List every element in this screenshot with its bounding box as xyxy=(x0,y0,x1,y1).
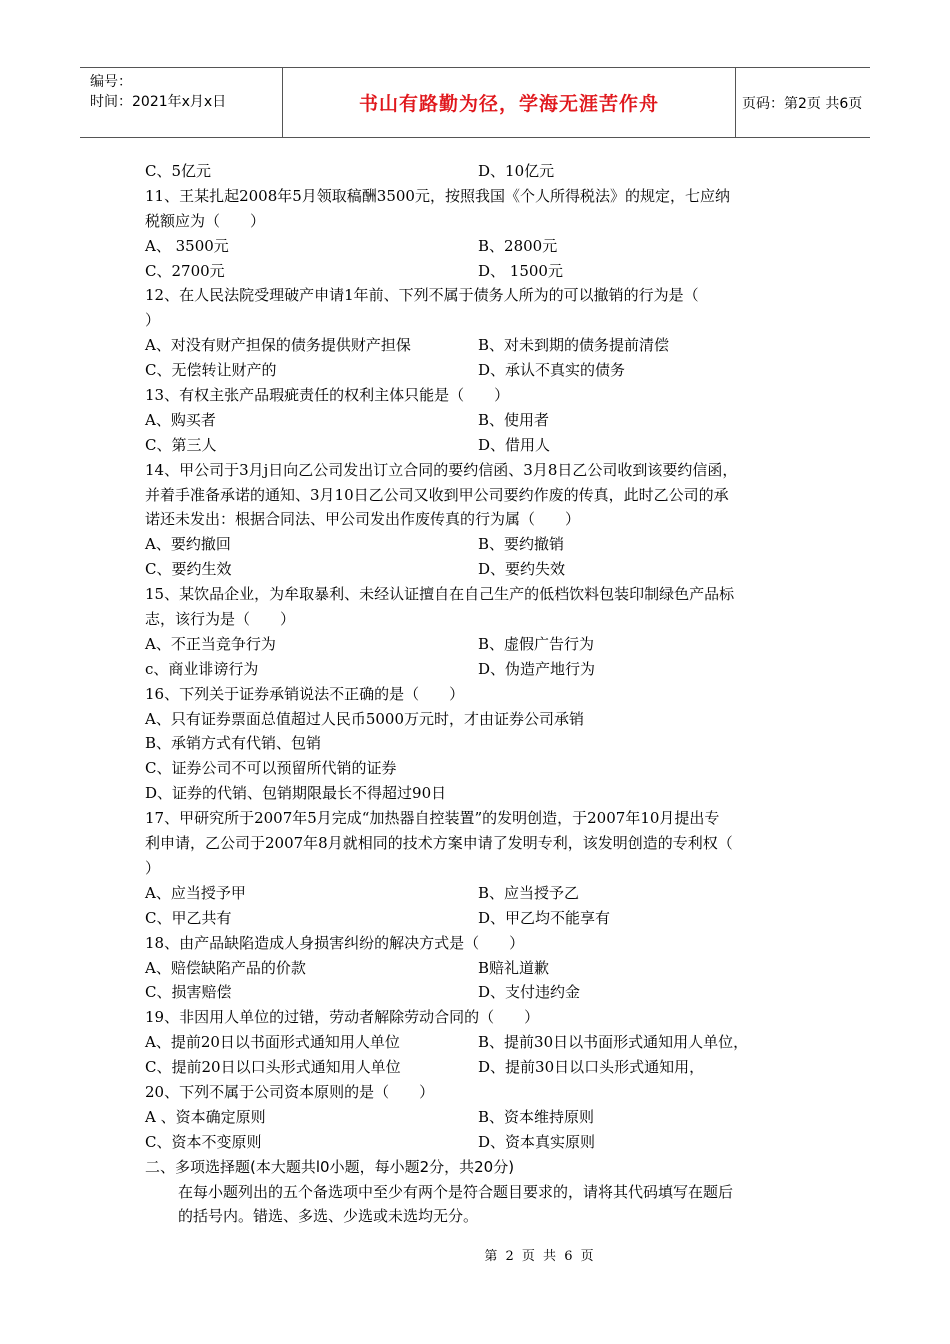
text-line xyxy=(145,1105,815,1130)
option-right: D、 1500元 xyxy=(478,261,563,280)
option-right: B、对未到期的债务提前清偿 xyxy=(478,336,670,355)
text-line xyxy=(145,333,815,358)
option-left: C、第三人 xyxy=(145,435,217,454)
page-counter: 页码：第2页 共6页 xyxy=(742,95,863,112)
section-instruction: 的括号内。错选、多选、少选或未选均无分。 xyxy=(178,1207,479,1226)
page-header xyxy=(80,67,870,138)
text-line xyxy=(145,383,815,408)
line-text: A、只有证券票面总值超过人民币5000万元时，才由证券公司承销 xyxy=(145,709,585,728)
option-right: D、借用人 xyxy=(478,435,551,454)
text-line xyxy=(145,209,815,234)
text-line xyxy=(145,1130,815,1155)
text-line xyxy=(145,159,815,184)
option-left: C、5亿元 xyxy=(145,162,212,180)
option-left: A、应当授予甲 xyxy=(145,883,246,902)
line-text: 税额应为（ ） xyxy=(145,211,266,230)
line-text: 17、甲研究所于2007年5月完成“加热器自控装置”的发明创造，于2007年10月提出专 xyxy=(145,809,720,828)
option-right: B、虚假广告行为 xyxy=(478,634,595,653)
option-left: A、提前20日以书面形式通知用人单位 xyxy=(145,1033,400,1052)
option-right: D、承认不真实的债务 xyxy=(478,361,626,380)
line-text: 14、甲公司于3月j日向乙公司发出订立合同的要约信函、3月8日乙公司收到该要约信函， xyxy=(145,460,738,479)
option-left: C、提前20日以口头形式通知用人单位 xyxy=(145,1058,401,1077)
line-text: 志，该行为是（ ） xyxy=(145,610,296,629)
text-line xyxy=(145,881,815,906)
text-line xyxy=(145,507,815,532)
text-line xyxy=(145,657,815,682)
option-left: A、 3500元 xyxy=(145,236,229,255)
date-label: 时间：2021年x月x日 xyxy=(90,94,227,110)
text-line xyxy=(145,607,815,632)
line-text: 利申请，乙公司于2007年8月就相同的技术方案申请了发明专利，该发明创造的专利权（ xyxy=(145,834,733,853)
line-text: 20、下列不属于公司资本原则的是（ ） xyxy=(145,1082,435,1101)
option-left: A、对没有财产担保的债务提供财产担保 xyxy=(145,336,411,355)
line-text: ） xyxy=(145,858,161,877)
text-line xyxy=(145,582,815,607)
text-line xyxy=(145,1005,815,1030)
option-left: C、要约生效 xyxy=(145,560,232,579)
text-line xyxy=(145,557,815,582)
option-left: C、2700元 xyxy=(145,261,225,280)
text-line xyxy=(145,906,815,931)
text-line xyxy=(145,931,815,956)
text-line xyxy=(145,781,815,806)
header-meta xyxy=(80,68,282,137)
text-line xyxy=(145,184,815,209)
line-text: 19、非因用人单位的过错，劳动者解除劳动合同的（ ） xyxy=(145,1008,540,1027)
line-text: 12、在人民法院受理破产申请1年前、下列不属于债务人所为的可以撤销的行为是（ xyxy=(145,286,699,305)
option-right: D、资本真实原则 xyxy=(478,1132,596,1151)
option-left: A、购买者 xyxy=(145,410,216,429)
text-line xyxy=(145,433,815,458)
line-text: 15、某饮品企业，为牟取暴利、未经认证擅自在自己生产的低档饮料包装印制绿色产品标 xyxy=(145,585,735,604)
text-line xyxy=(145,980,815,1005)
option-right: B、资本维持原则 xyxy=(478,1107,595,1126)
option-left: c、商业诽谤行为 xyxy=(145,659,259,678)
option-left: A、赔偿缺陷产品的价款 xyxy=(145,958,306,977)
option-right: B、提前30日以书面形式通知用人单位， xyxy=(478,1033,749,1052)
option-left: A 、资本确定原则 xyxy=(145,1107,266,1126)
text-line xyxy=(145,1080,815,1105)
question-body xyxy=(145,159,815,1229)
line-text: 11、王某扎起2008年5月领取稿酬3500元，按照我国《个人所得税法》的规定，七应纳 xyxy=(145,186,730,205)
text-line xyxy=(145,283,815,308)
option-left: A、不正当竞争行为 xyxy=(145,634,276,653)
header-motto-cell xyxy=(282,68,736,137)
text-line xyxy=(145,532,815,557)
option-right: D、要约失效 xyxy=(478,560,566,579)
option-left: C、甲乙共有 xyxy=(145,908,232,927)
line-text: 并着手准备承诺的通知、3月10日乙公司又收到甲公司要约作废的传真，此时乙公司的承 xyxy=(145,485,729,504)
text-line xyxy=(145,483,815,508)
number-label: 编号： xyxy=(90,74,132,90)
text-line xyxy=(145,408,815,433)
line-text: 13、有权主张产品瑕疵责任的权利主体只能是（ ） xyxy=(145,386,510,405)
option-left: A、要约撤回 xyxy=(145,535,231,554)
text-line xyxy=(145,956,815,981)
text-line xyxy=(145,458,815,483)
text-line xyxy=(145,1030,815,1055)
line-text: 16、下列关于证券承销说法不正确的是（ ） xyxy=(145,684,465,703)
line-text: 18、由产品缺陷造成人身损害纠纷的解决方式是（ ） xyxy=(145,933,525,952)
option-right: B、2800元 xyxy=(478,236,558,255)
option-right: D、提前30日以口头形式通知用， xyxy=(478,1058,705,1077)
text-line xyxy=(145,358,815,383)
text-line xyxy=(145,707,815,732)
text-line xyxy=(145,731,815,756)
text-line xyxy=(145,632,815,657)
line-text: D、证券的代销、包销期限最长不得超过90日 xyxy=(145,784,447,803)
option-right: D、伪造产地行为 xyxy=(478,659,596,678)
text-line xyxy=(145,682,815,707)
option-right: D、10亿元 xyxy=(478,162,555,180)
option-right: B、要约撤销 xyxy=(478,535,565,554)
option-right: B、使用者 xyxy=(478,410,550,429)
text-line xyxy=(145,856,815,881)
option-right: B赔礼道歉 xyxy=(478,958,550,977)
text-line xyxy=(145,806,815,831)
option-right: D、甲乙均不能享有 xyxy=(478,908,611,927)
text-line xyxy=(145,308,815,333)
text-line xyxy=(145,1055,815,1080)
line-text: ） xyxy=(145,311,161,330)
line-text: C、证券公司不可以预留所代销的证券 xyxy=(145,759,397,778)
text-line xyxy=(145,234,815,259)
text-line xyxy=(145,831,815,856)
option-left: C、无偿转让财产的 xyxy=(145,361,277,380)
section-title: 二、多项选择题(本大题共l0小题，每小题2分，共20分) xyxy=(145,1157,515,1176)
option-right: B、应当授予乙 xyxy=(478,883,580,902)
option-right: D、支付违约金 xyxy=(478,983,581,1002)
header-motto: 书山有路勤为径，学海无涯苦作舟 xyxy=(358,93,659,115)
option-left: C、损害赔偿 xyxy=(145,983,232,1002)
page-footer: 第 2 页 共 6 页 xyxy=(484,1249,596,1264)
text-line xyxy=(145,259,815,284)
text-line xyxy=(145,756,815,781)
line-text: B、承销方式有代销、包销 xyxy=(145,734,322,753)
line-text: 诺还未发出：根据合同法、甲公司发出作废传真的行为属（ ） xyxy=(145,510,581,529)
option-left: C、资本不变原则 xyxy=(145,1132,262,1151)
section-instruction: 在每小题列出的五个备选项中至少有两个是符合题目要求的，请将其代码填写在题后 xyxy=(178,1182,734,1201)
